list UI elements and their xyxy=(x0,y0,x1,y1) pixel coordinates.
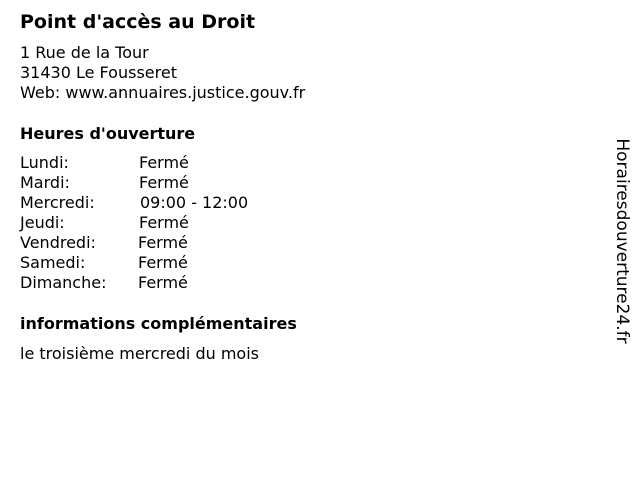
day-label: Jeudi: xyxy=(20,213,65,232)
hours-heading: Heures d'ouverture xyxy=(20,124,196,143)
hours-value: Fermé xyxy=(139,153,189,172)
day-label: Samedi: xyxy=(20,253,86,272)
address-city: 31430 Le Fousseret xyxy=(20,63,177,82)
hours-value: Fermé xyxy=(139,173,189,192)
day-label: Dimanche: xyxy=(20,273,107,292)
watermark xyxy=(611,136,633,346)
info-text: le troisième mercredi du mois xyxy=(20,344,259,363)
address-web: Web: www.annuaires.justice.gouv.fr xyxy=(20,83,306,102)
hours-value: 09:00 - 12:00 xyxy=(140,193,249,212)
hours-value: Fermé xyxy=(138,233,188,252)
info-heading: informations complémentaires xyxy=(20,314,297,333)
day-label: Lundi: xyxy=(20,153,69,172)
day-label: Mercredi: xyxy=(20,193,95,212)
day-label: Vendredi: xyxy=(20,233,96,252)
hours-value: Fermé xyxy=(138,253,188,272)
address-street: 1 Rue de la Tour xyxy=(20,43,149,62)
watermark-text: Horairesdouverture24.fr xyxy=(612,138,632,344)
page-title: Point d'accès au Droit xyxy=(20,11,256,33)
hours-value: Fermé xyxy=(138,273,188,292)
day-label: Mardi: xyxy=(20,173,70,192)
address-block xyxy=(20,43,305,103)
hours-value: Fermé xyxy=(139,213,189,232)
